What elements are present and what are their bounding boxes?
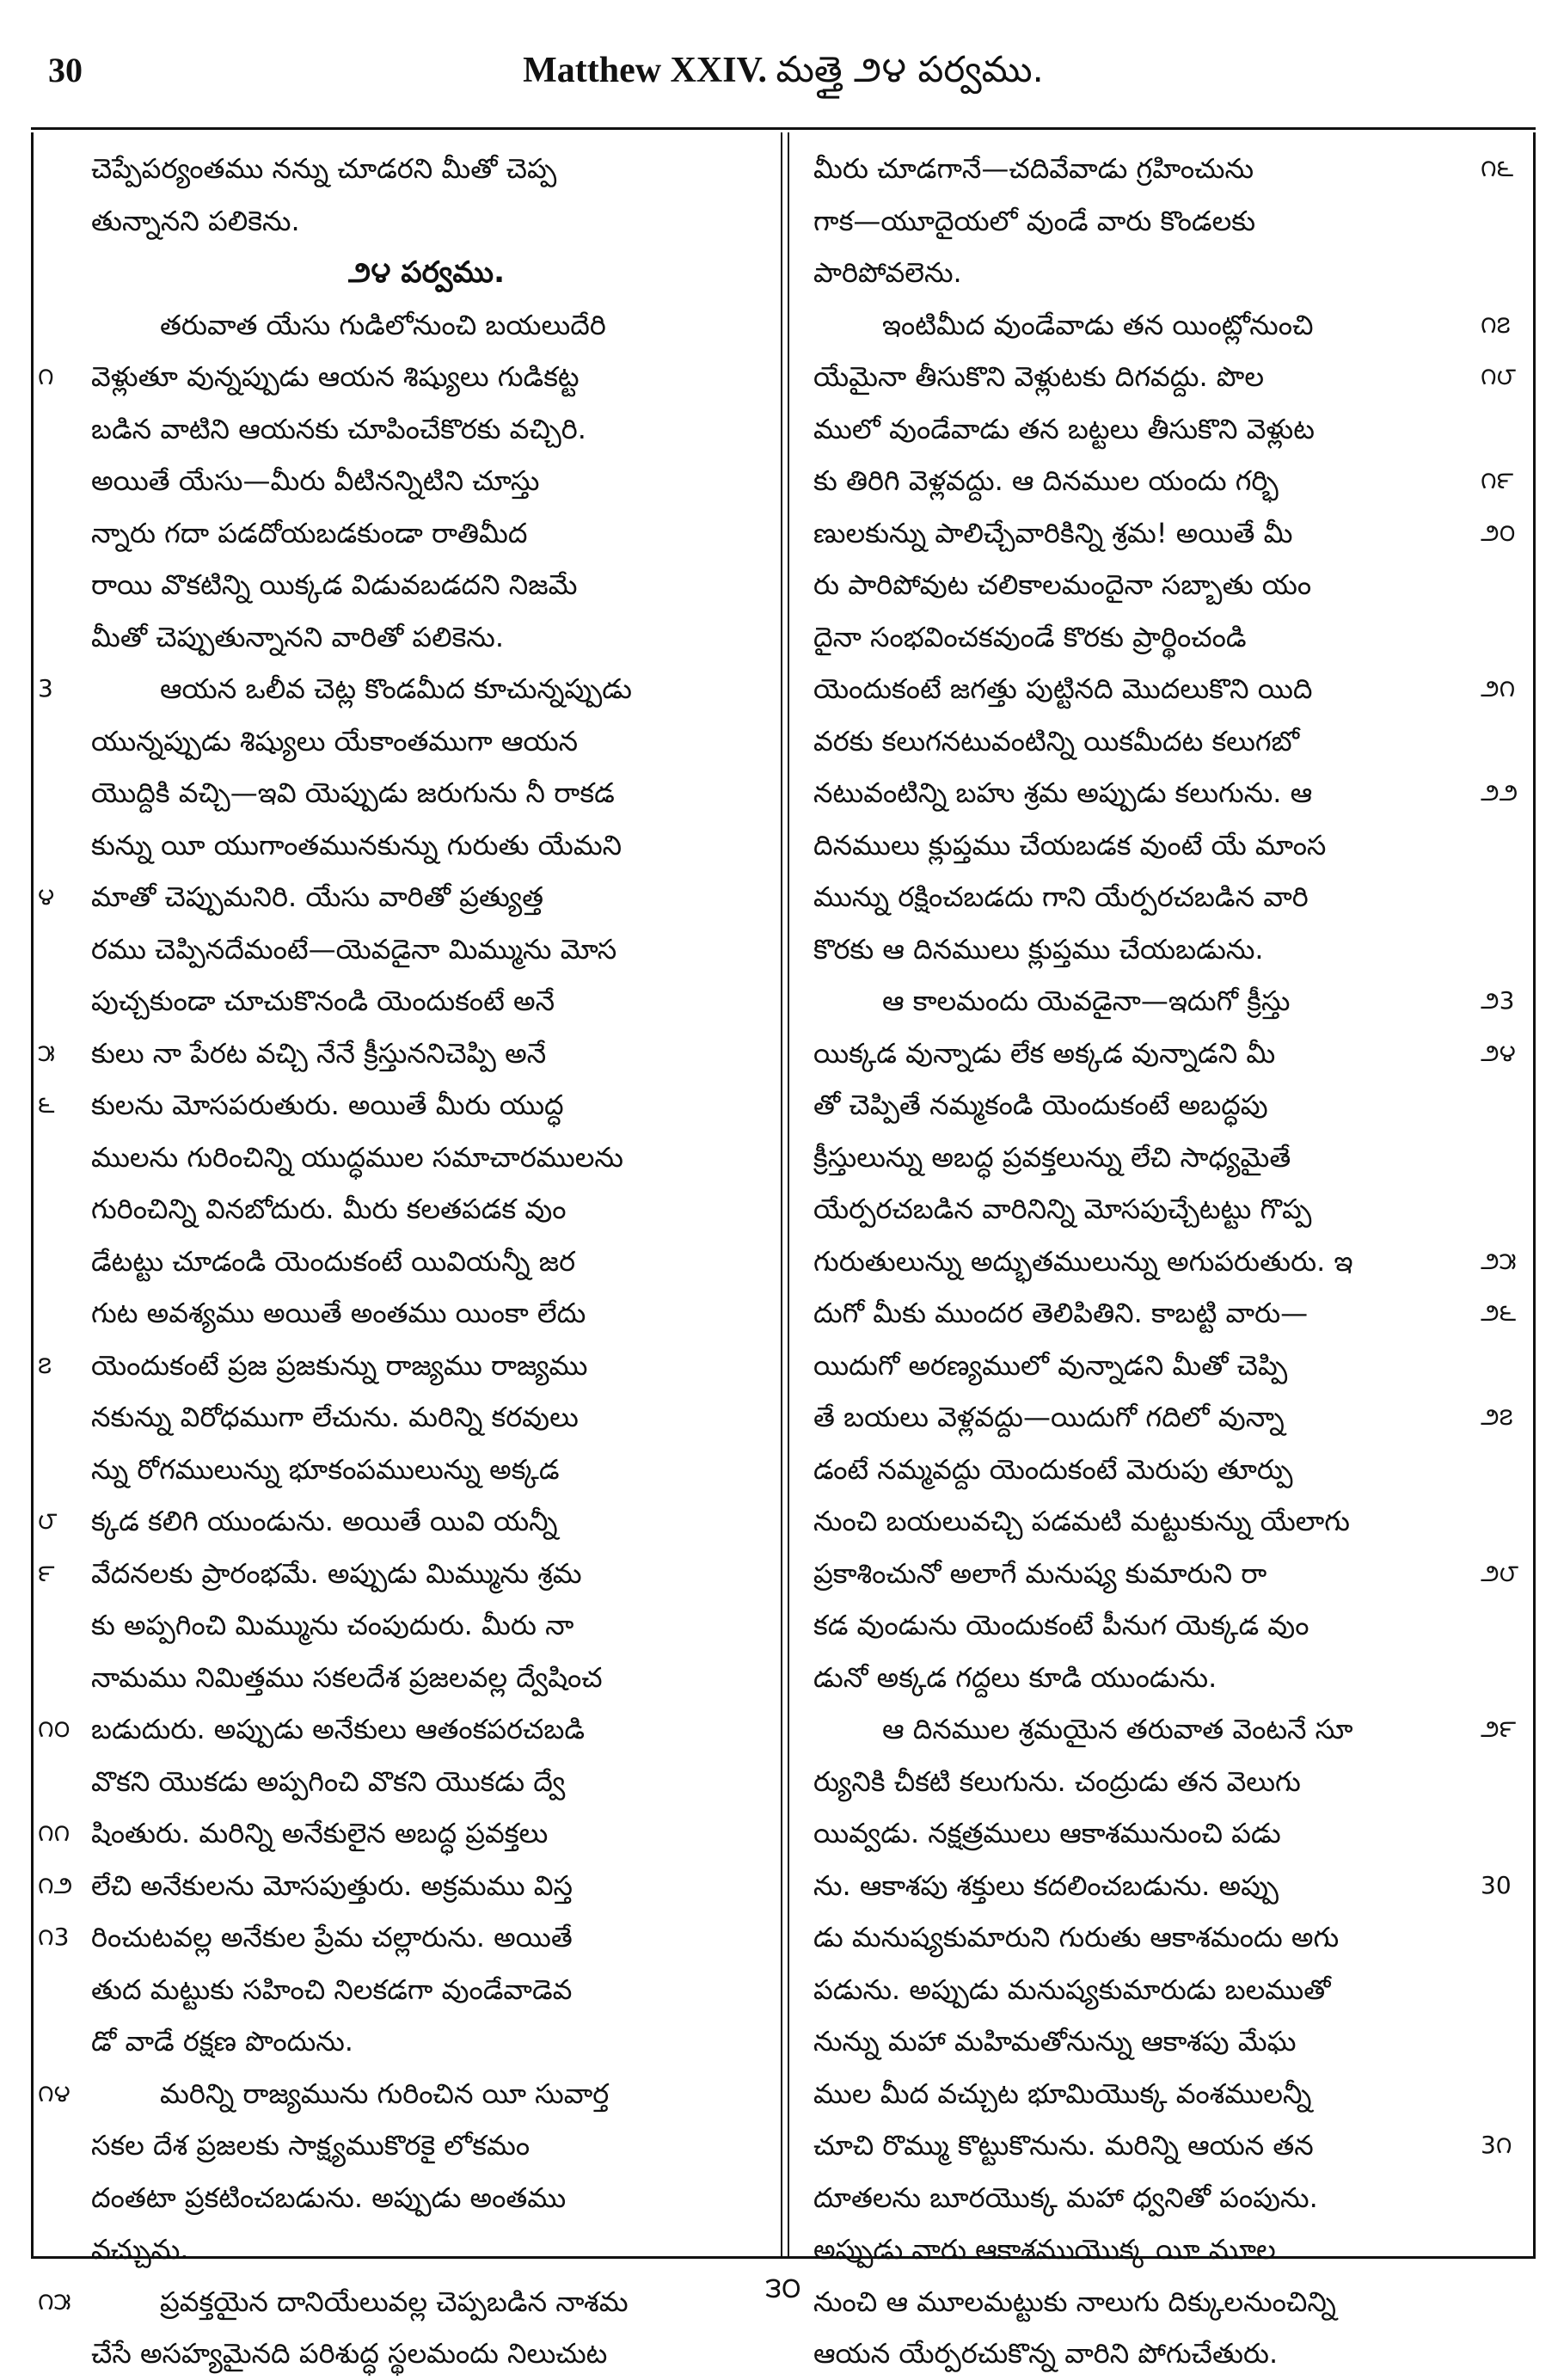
line-text: యెందుకంటే ప్రజ ప్రజకున్ను రాజ్యము రాజ్యము xyxy=(91,1348,588,1382)
verse-number: ౧౯ xyxy=(1481,466,1514,494)
line-text: గుట అవశ్యము అయితే అంతము యింకా లేదు xyxy=(91,1297,586,1329)
verse-number: ౮ xyxy=(38,1506,58,1535)
verse-number: ౧౫ xyxy=(38,2286,71,2316)
text-line xyxy=(813,1911,1475,1964)
verse-number: ౧౦ xyxy=(38,1714,71,1743)
line-text: నామము నిమిత్తము సకలదేశ ప్రజలవల్ల ద్వేషించ xyxy=(91,1660,603,1694)
text-line xyxy=(38,871,762,923)
line-text: అప్పుడు వారు ఆకాశముయొక్క యీ మూల xyxy=(813,2233,1276,2266)
text-line xyxy=(38,1911,762,1964)
line-text: యెందుకంటే జగత్తు పుట్టినది మొదలుకొని యిది xyxy=(813,672,1313,705)
verse-number: ౭ xyxy=(38,1350,52,1379)
verse-number: ౫ xyxy=(38,1038,55,1067)
verse-number: ౧ xyxy=(38,362,54,390)
text-line xyxy=(91,1183,762,1236)
line-text: రించుటవల్ల అనేకుల ప్రేమ చల్లారును. అయితే xyxy=(91,1921,573,1954)
column-divider-inner xyxy=(788,132,789,2256)
line-text: యిదుగో అరణ్యములో వున్నాడని మీతో చెప్పి xyxy=(813,1348,1288,1382)
text-line xyxy=(813,923,1475,976)
text-line xyxy=(38,1495,762,1548)
line-text: ఆయన ఒలీవ చెట్ల కొండమీద కూచున్నప్పుడు xyxy=(160,672,633,705)
line-text: న్ను రోగములున్ను భూకంపములున్ను అక్కడ xyxy=(91,1452,560,1486)
text-line xyxy=(91,715,762,768)
verse-number: ౬ xyxy=(38,1090,55,1119)
text-line xyxy=(813,1860,1512,1912)
text-line xyxy=(91,1236,762,1288)
line-text: దూతలను బూరయొక్క మహా ధ్వనితో పంపును. xyxy=(813,2181,1318,2214)
line-text: సకల దేశ ప్రజలకు సాక్ష్యముకొరకై లోకమం xyxy=(91,2129,531,2162)
text-line xyxy=(813,1340,1475,1392)
verse-number: ౧౧ xyxy=(38,1819,71,1847)
line-text: షింతురు. మరిన్ని అనేకులైన అబద్ధ ప్రవక్తలు xyxy=(91,1817,549,1849)
verse-number: ౯ xyxy=(38,1558,55,1587)
line-text: ను. ఆకాశపు శక్తులు కదలించబడును. అప్పు xyxy=(813,1868,1279,1902)
line-text: మున్ను రక్షించబడదు గాని యేర్పరచబడిన వారి xyxy=(813,880,1309,913)
text-line xyxy=(813,1027,1516,1080)
line-text: పారిపోవలెను. xyxy=(813,256,962,289)
line-text: యిక్కడ వున్నాడు లేక అక్కడ వున్నాడని మీ xyxy=(813,1036,1276,1070)
text-line xyxy=(91,1391,762,1444)
line-text: వెళ్లుతూ వున్నప్పుడు ఆయన శిష్యులు గుడికట్ట xyxy=(91,360,580,393)
line-text: దంతటా ప్రకటించబడును. అప్పుడు అంతము xyxy=(91,2181,567,2214)
page-header xyxy=(31,31,1536,127)
text-line xyxy=(813,2172,1475,2224)
line-text: మీరు చూడగానే—చదివేవాడు గ్రహించును xyxy=(813,152,1254,185)
text-line xyxy=(91,975,762,1027)
text-line xyxy=(91,767,762,819)
line-text: క్కడ కలిగి యుండును. అయితే యివి యన్నీ xyxy=(91,1505,558,1537)
line-text: న్నారు గదా పడదోయబడకుండా రాతిమీద xyxy=(91,516,528,549)
line-text: వేదనలకు ప్రారంభమే. అప్పుడు మిమ్మును శ్రమ xyxy=(91,1556,582,1590)
text-line xyxy=(91,923,762,976)
text-line xyxy=(813,2119,1512,2172)
text-line xyxy=(813,1599,1475,1652)
text-line xyxy=(813,143,1514,195)
verse-number: ౪ xyxy=(38,882,55,911)
line-text: బడిన వాటిని ఆయనకు చూపించేకొరకు వచ్చిరి. xyxy=(91,412,586,445)
line-text: ర్యునికి చీకటి కలుగును. చంద్రుడు తన వెలుగు xyxy=(813,1764,1301,1798)
line-text: దుగో మీకు ముందర తెలిపితిని. కాబట్టి వారు— xyxy=(813,1297,1309,1329)
verse-number: ౨౭ xyxy=(1481,1402,1513,1431)
line-text: కు అప్పగించి మిమ్మును చంపుదురు. మీరు నా xyxy=(91,1609,574,1641)
text-line xyxy=(91,611,762,664)
line-text: తే బయలు వెళ్లవద్దు—యిదుగో గదిలో వున్నా xyxy=(813,1401,1285,1433)
verse-number: 30 xyxy=(1481,1870,1512,1899)
page xyxy=(31,31,1536,2370)
verse-number: ౨౦ xyxy=(1481,518,1516,547)
column-divider xyxy=(781,132,782,2256)
text-line xyxy=(38,663,762,715)
running-title xyxy=(31,48,1536,100)
line-text: కులు నా పేరట వచ్చి నేనే క్రీస్తుననిచెప్పి అనే xyxy=(91,1036,547,1070)
text-line xyxy=(38,2068,762,2120)
line-text: కులను మోసపరుతురు. అయితే మీరు యుద్ధ xyxy=(91,1089,564,1121)
text-line xyxy=(813,195,1475,248)
line-text: మరిన్ని రాజ్యమును గురించిన యీ సువార్త xyxy=(160,2076,610,2110)
line-text: గురుతులున్ను అద్భుతములున్ను అగుపరుతురు. ఇ xyxy=(813,1244,1353,1278)
line-text: తో చెప్పితే నమ్మకండి యెందుకంటే అబద్ధపు xyxy=(813,1089,1268,1121)
running-title-latin: Matthew XXIV. xyxy=(523,51,767,90)
line-text: కడ వుండును యెందుకంటే పీనుగ యెక్కడ వుం xyxy=(813,1609,1309,1641)
text-line xyxy=(813,819,1475,872)
line-text: ఆయన యేర్పరచుకొన్న వారిని పోగుచేతురు. xyxy=(813,2337,1279,2370)
text-line xyxy=(813,1444,1475,1496)
text-line xyxy=(813,1964,1475,2016)
line-text: ప్రవక్తయైన దానియేలువల్ల చెప్పబడిన నాశమ xyxy=(160,2285,629,2318)
text-line xyxy=(813,871,1475,923)
line-text: డునో అక్కడ గద్దలు కూడి యుండును. xyxy=(813,1660,1217,1694)
text-line xyxy=(38,1703,762,1756)
verse-number: ౧౬ xyxy=(1481,154,1514,182)
line-text: బడుదురు. అప్పుడు అనేకులు ఆతంకపరచబడి xyxy=(91,1713,586,1745)
line-text: నటువంటిన్ని బహు శ్రమ అప్పుడు కలుగును. ఆ xyxy=(813,776,1313,809)
text-line xyxy=(813,559,1475,611)
line-text: ఆ దినముల శ్రమయైన తరువాత వెంటనే సూ xyxy=(882,1713,1353,1745)
text-line xyxy=(91,299,762,352)
text-line xyxy=(91,1964,762,2016)
text-line xyxy=(38,1340,762,1392)
text-line xyxy=(91,2328,762,2380)
line-text: యొద్దికి వచ్చి—ఇవి యెప్పుడు జరుగును నీ రాకడ xyxy=(91,776,615,809)
section-heading xyxy=(91,247,762,299)
text-line xyxy=(91,2172,762,2224)
line-text: తరువాత యేసు గుడిలోనుంచి బయలుదేరి xyxy=(160,308,606,341)
line-text: డు మనుష్యకుమారుని గురుతు ఆకాశమందు అగు xyxy=(813,1921,1340,1954)
line-text: యున్నప్పుడు శిష్యులు యేకాంతముగా ఆయన xyxy=(91,724,579,758)
line-text: చూచి రొమ్ము కొట్టుకొనును. మరిన్ని ఆయన తన xyxy=(813,2129,1314,2162)
text-line xyxy=(813,1703,1517,1756)
text-line xyxy=(813,1756,1475,1808)
text-line xyxy=(91,819,762,872)
line-text: వొకని యొకడు అప్పగించి వొకని యొకడు ద్వే xyxy=(91,1764,566,1798)
line-text: దినములు క్లుప్తము చేయబడక వుంటే యే మాంస xyxy=(813,828,1327,862)
line-text: ముల మీద వచ్చుట భూమియొక్క వంశములన్నీ xyxy=(813,2076,1312,2110)
line-text: వరకు కలుగనటువంటిన్ని యికమీదట కలుగబో xyxy=(813,724,1300,758)
text-line xyxy=(91,2119,762,2172)
line-text: గురించిన్ని వినబోదురు. మీరు కలతపడక వుం xyxy=(91,1193,567,1225)
verse-number: ౨౬ xyxy=(1481,1298,1517,1327)
text-line xyxy=(91,2015,762,2068)
text-line xyxy=(813,351,1517,403)
line-text: చెప్పేపర్యంతము నన్ను చూడరని మీతో చెప్ప xyxy=(91,152,557,185)
line-text: డంటే నమ్మవద్దు యెందుకంటే మెరుపు తూర్పు xyxy=(813,1452,1293,1486)
text-line xyxy=(813,767,1518,819)
verse-number: ౨3 xyxy=(1481,986,1515,1015)
text-line xyxy=(813,1391,1513,1444)
line-text: రు పారిపోవుట చలికాలమందైనా సబ్బాతు యం xyxy=(813,568,1312,601)
line-text: ఆ కాలమందు యెవడైనా—ఇదుగో క్రీస్తు xyxy=(882,985,1291,1017)
line-text: రము చెప్పినదేమంటే—యెవడైనా మిమ్మును మోస xyxy=(91,932,617,966)
line-text: ములను గురించిన్ని యుద్ధముల సమాచారములను xyxy=(91,1140,623,1174)
text-line xyxy=(813,1495,1475,1548)
line-text: పడును. అప్పుడు మనుష్యకుమారుడు బలముతో xyxy=(813,1972,1331,2006)
right-column xyxy=(813,143,1519,2380)
line-text: అయితే యేసు—మీరు వీటినన్నిటిని చూస్తు xyxy=(91,464,540,497)
line-text: కొరకు ఆ దినములు క్లుప్తము చేయబడును. xyxy=(813,932,1264,966)
text-line xyxy=(91,195,762,248)
verse-number: ౧౨ xyxy=(38,1870,73,1899)
text-line xyxy=(813,403,1475,456)
footer-page-number: ౩౦ xyxy=(765,2271,801,2305)
text-line xyxy=(813,1132,1475,1184)
text-line xyxy=(813,455,1514,507)
line-text: కు తిరిగి వెళ్లవద్దు. ఆ దినముల యందు గర్భి xyxy=(813,464,1279,497)
text-line xyxy=(38,1807,762,1860)
text-line xyxy=(91,1132,762,1184)
text-line xyxy=(813,2068,1475,2120)
text-line xyxy=(38,1027,762,1080)
left-column xyxy=(38,143,762,2380)
line-text: క్రీస్తులున్ను అబద్ధ ప్రవక్తలున్ను లేచి సాధ్యమైతే xyxy=(813,1140,1291,1174)
text-line xyxy=(91,1756,762,1808)
verse-number: 3౧ xyxy=(1481,2131,1512,2159)
text-line xyxy=(813,2015,1475,2068)
text-line xyxy=(91,1652,762,1704)
text-line xyxy=(91,2224,762,2276)
line-text: ఇంటిమీద వుండేవాడు తన యింట్లోనుంచి xyxy=(882,308,1314,341)
verse-number: ౨౧ xyxy=(1481,674,1516,702)
text-line xyxy=(38,351,762,403)
line-text: గాక—యూదైయలో వుండే వారు కొండలకు xyxy=(813,204,1256,237)
verse-number: ౨౪ xyxy=(1481,1038,1516,1067)
line-text: దైనా సంభవించకవుండే కొరకు ప్రార్థించండి xyxy=(813,620,1247,653)
line-text: నకున్ను విరోధముగా లేచును. మరిన్ని కరవులు xyxy=(91,1401,579,1433)
line-text: పుచ్చకుండా చూచుకొనండి యెందుకంటే అనే xyxy=(91,985,555,1017)
line-text: ప్రకాశించునో అలాగే మనుష్య కుమారుని రా xyxy=(813,1556,1267,1590)
line-text: తుద మట్టుకు సహించి నిలకడగా వుండేవాడెవ xyxy=(91,1972,573,2006)
line-text: ణులకున్ను పాలిచ్చేవారికిన్ని శ్రమ! అయితే మీ xyxy=(813,516,1293,549)
line-text: రాయి వొకటిన్ని యిక్కడ విడువబడదని నిజమే xyxy=(91,568,578,601)
text-line xyxy=(813,1236,1517,1288)
line-text: డేటట్టు చూడండి యెందుకంటే యివియన్నీ జర xyxy=(91,1244,576,1278)
line-text: ములో వుండేవాడు తన బట్టలు తీసుకొని వెళ్లుట xyxy=(813,412,1315,445)
text-line xyxy=(813,2328,1475,2380)
verse-number: ౧౮ xyxy=(1481,362,1517,390)
verse-number: ౧3 xyxy=(38,1923,70,1951)
text-line xyxy=(91,559,762,611)
text-line xyxy=(38,1079,762,1132)
line-text: నుంచి బయలువచ్చి పడమటి మట్టుకున్ను యేలాగు xyxy=(813,1505,1350,1537)
text-line xyxy=(91,143,762,195)
running-title-telugu: మత్తై ౨౪ పర్వము. xyxy=(776,48,1044,90)
line-text: నుంచి ఆ మూలమట్టుకు నాలుగు దిక్కులనుంచిన్ని xyxy=(813,2285,1336,2318)
line-text: డో వాడే రక్షణ పొందును. xyxy=(91,2025,353,2058)
text-line xyxy=(813,975,1515,1027)
line-text: మాతో చెప్పుమనిరి. యేసు వారితో ప్రత్యుత్త xyxy=(91,880,544,913)
line-text: లేచి అనేకులను మోసపుత్తురు. అక్రమము విస్త xyxy=(91,1868,573,1902)
line-text: మీతో చెప్పుతున్నానని వారితో పలికెను. xyxy=(91,620,504,653)
text-line xyxy=(38,1860,762,1912)
line-text: కున్ను యీ యుగాంతమునకున్ను గురుతు యేమని xyxy=(91,828,623,862)
line-text: యేమైనా తీసుకొని వెళ్లుటకు దిగవద్దు. పొల xyxy=(813,360,1265,393)
line-text: తున్నానని పలికెను. xyxy=(91,204,300,237)
line-text: ౨౪ పర్వము. xyxy=(347,255,505,290)
text-line xyxy=(813,1807,1475,1860)
text-line xyxy=(813,1183,1475,1236)
header-rule xyxy=(31,127,1536,130)
text-line xyxy=(813,1652,1475,1704)
line-text: నున్ను మహా మహిమతోనున్ను ఆకాశపు మేఘ xyxy=(813,2025,1297,2058)
verse-number: ౨౨ xyxy=(1481,778,1518,807)
text-line xyxy=(91,1599,762,1652)
text-line xyxy=(813,247,1475,299)
verse-number: ౨౫ xyxy=(1481,1246,1517,1275)
text-line xyxy=(813,1287,1517,1340)
text-line xyxy=(91,455,762,507)
text-line xyxy=(91,1287,762,1340)
text-line xyxy=(813,1079,1475,1132)
line-text: యేర్పరచబడిన వారినిన్ని మోసపుచ్చేటట్టు గొప్ప xyxy=(813,1193,1312,1225)
verse-number: 3 xyxy=(38,674,53,702)
text-line xyxy=(91,507,762,560)
page-number: 30 xyxy=(48,51,83,89)
verse-number: ౧౪ xyxy=(38,2078,71,2107)
text-line xyxy=(813,715,1475,768)
text-line xyxy=(91,1444,762,1496)
verse-number: ౧౭ xyxy=(1481,310,1511,339)
text-line xyxy=(813,299,1511,352)
verse-number: ౨౮ xyxy=(1481,1558,1519,1587)
line-text: చేసే అసహ్యమైనది పరిశుద్ధ స్థలమందు నిలుచుట xyxy=(91,2337,608,2370)
text-line xyxy=(813,1548,1519,1600)
text-line xyxy=(91,403,762,456)
text-line xyxy=(813,2224,1475,2276)
verse-number: ౨౯ xyxy=(1481,1714,1517,1743)
text-line xyxy=(813,663,1516,715)
text-line xyxy=(813,507,1516,560)
text-line xyxy=(813,611,1475,664)
line-text: వచ్చును. xyxy=(91,2233,189,2266)
text-line xyxy=(38,1548,762,1600)
line-text: యివ్వడు. నక్షత్రములు ఆకాశమునుంచి పడు xyxy=(813,1817,1281,1849)
